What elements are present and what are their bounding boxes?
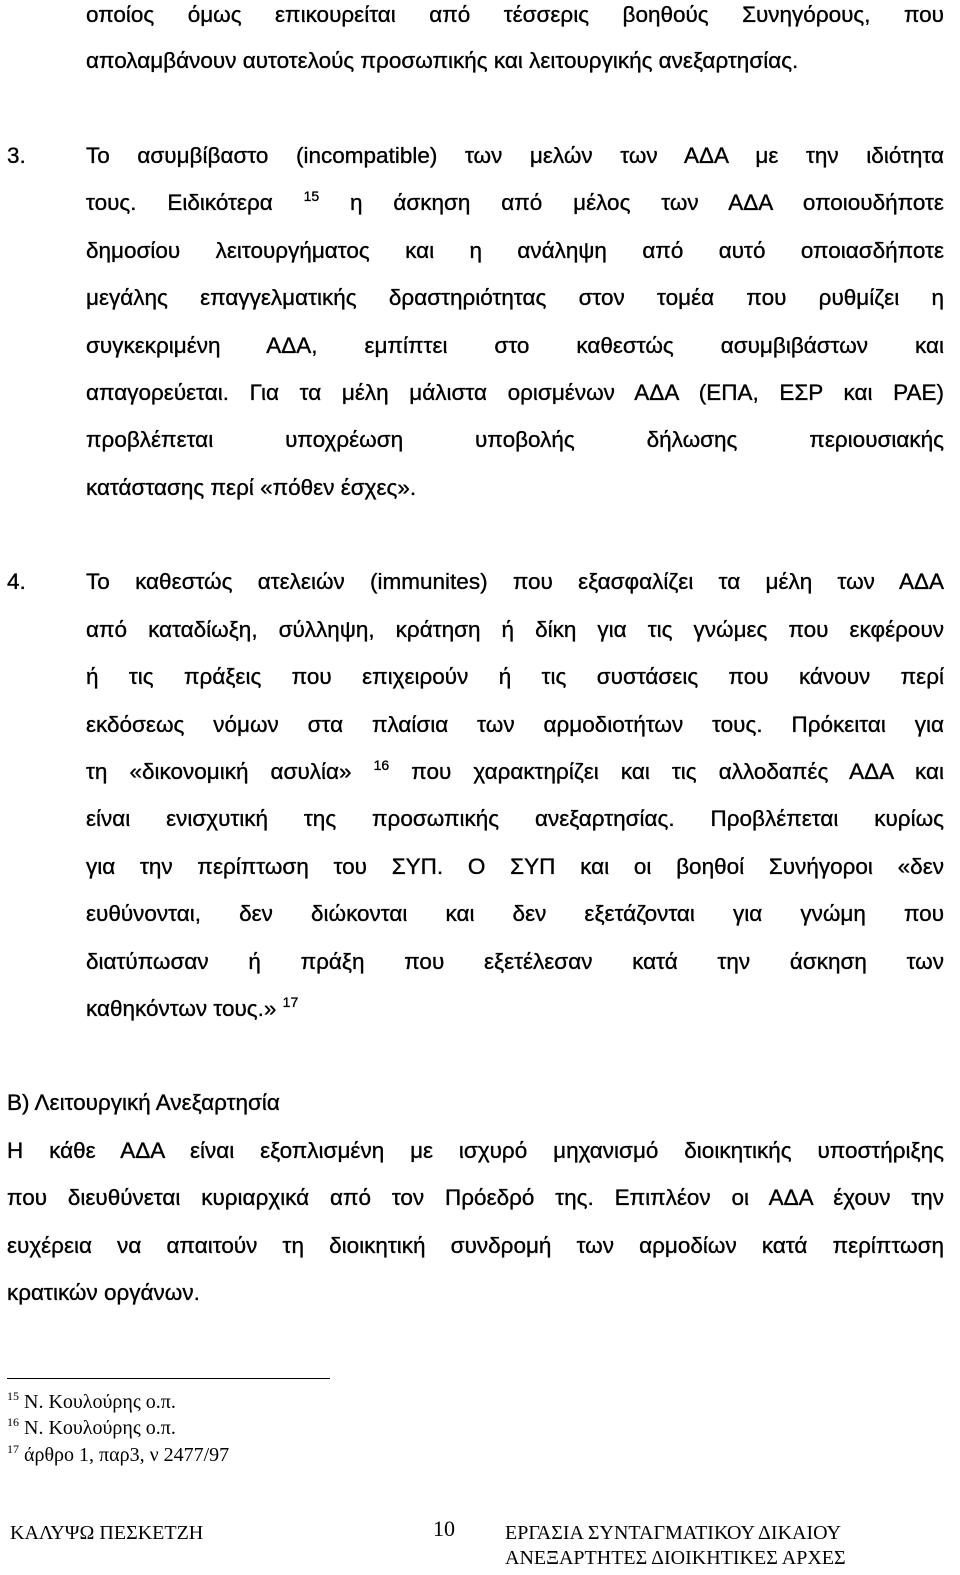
para4-line-10 <box>86 994 944 1024</box>
footnote-17 <box>7 1443 229 1467</box>
para3-line-2 <box>86 188 944 218</box>
footnote-15-text: Ν. Κουλούρης ο.π. <box>24 1391 176 1413</box>
footnote-17-number: 17 <box>7 1442 19 1456</box>
section-b-heading: Β) Λειτουργική Ανεξαρτησία <box>7 1090 280 1115</box>
section-b-line-4: κρατικών οργάνων. <box>7 1280 200 1305</box>
para3-line-8: κατάστασης περί «πόθεν έσχες». <box>86 475 417 500</box>
para3-line-3: δημοσίου λειτουργήματος και η ανάληψη από αυτό οποιασδήποτε <box>86 238 944 263</box>
footer-title-line-1: ΕΡΓΑΣΙΑ ΣΥΝΤΑΓΜΑΤΙΚΟΥ ΔΙΚΑΙΟΥ <box>505 1522 842 1544</box>
footnote-16-number: 16 <box>7 1415 19 1429</box>
para4-line-9: διατύπωσαν ή πράξη που εξετέλεσαν κατά την άσκηση των <box>86 949 944 974</box>
para4-line-7: για την περίπτωση του ΣΥΠ. Ο ΣΥΠ και οι βοηθοί Συνήγοροι «δεν <box>86 854 944 879</box>
para3-line-2-b: η άσκηση από μέλος των ΑΔΑ οποιουδήποτε <box>350 190 944 215</box>
para4-line-5-a: τη «δικονομική ασυλία» <box>86 759 352 784</box>
footnote-16 <box>7 1416 176 1440</box>
para4-line-6: είναι ενισχυτική της προσωπικής ανεξαρτησίας. Προβλέπεται κυρίως <box>86 806 944 831</box>
para4-line-5 <box>86 757 944 787</box>
footnote-ref-17: 17 <box>282 994 299 1010</box>
para4-line-1: Το καθεστώς ατελειών (immunites) που εξασφαλίζει τα μέλη των ΑΔΑ <box>86 569 944 594</box>
para3-line-2-a: τους. Ειδικότερα <box>86 190 273 215</box>
para3-line-4: μεγάλης επαγγελματικής δραστηριότητας στον τομέα που ρυθμίζει η <box>86 285 944 310</box>
para4-line-4: εκδόσεως νόμων στα πλαίσια των αρμοδιοτήτων τους. Πρόκειται για <box>86 712 944 737</box>
footnote-17-text: άρθρο 1, παρ3, ν 2477/97 <box>24 1444 230 1466</box>
para3-line-1: Το ασυμβίβαστο (incompatible) των μελών των ΑΔΑ με την ιδιότητα <box>86 143 944 168</box>
section-b-line-3: ευχέρεια να απαιτούν τη διοικητική συνδρομή των αρμοδίων κατά περίπτωση <box>7 1233 944 1258</box>
para3-number: 3. <box>7 143 26 168</box>
footer-page-number: 10 <box>433 1516 455 1541</box>
para2-line-2: απολαμβάνουν αυτοτελούς προσωπικής και λειτουργικής ανεξαρτησίας. <box>86 48 799 73</box>
para4-line-5-b: που χαρακτηρίζει και τις αλλοδαπές ΑΔΑ και <box>411 759 944 784</box>
footnote-separator <box>7 1378 330 1379</box>
para4-line-8: ευθύνονται, δεν διώκονται και δεν εξετάζονται για γνώμη που <box>86 901 944 926</box>
para4-line-10-a: καθηκόντων τους.» <box>86 996 277 1021</box>
para2-line-1: οποίος όμως επικουρείται από τέσσερις βοηθούς Συνηγόρους, που <box>86 2 944 27</box>
footnote-ref-15: 15 <box>303 188 320 204</box>
section-b-line-2: που διευθύνεται κυριαρχικά από τον Πρόεδρό της. Επιπλέον οι ΑΔΑ έχουν την <box>7 1185 944 1210</box>
para3-line-7: προβλέπεται υποχρέωση υποβολής δήλωσης περιουσιακής <box>86 427 944 452</box>
para3-line-5: συγκεκριμένη ΑΔΑ, εμπίπτει στο καθεστώς ασυμβιβάστων και <box>86 333 944 358</box>
footnote-16-text: Ν. Κουλούρης ο.π. <box>24 1417 176 1439</box>
para4-number: 4. <box>7 569 26 594</box>
footnote-15 <box>7 1390 176 1414</box>
para4-line-3: ή τις πράξεις που επιχειρούν ή τις συστάσεις που κάνουν περί <box>86 664 944 689</box>
footer-author: ΚΑΛΥΨΩ ΠΕΣΚΕΤΖΗ <box>10 1522 204 1544</box>
para3-line-6: απαγορεύεται. Για τα μέλη μάλιστα ορισμένων ΑΔΑ (ΕΠΑ, ΕΣΡ και ΡΑΕ) <box>86 380 944 405</box>
para4-line-2: από καταδίωξη, σύλληψη, κράτηση ή δίκη για τις γνώμες που εκφέρουν <box>86 617 944 642</box>
footnote-ref-16: 16 <box>373 757 390 773</box>
footer-title-line-2: ΑΝΕΞΑΡΤΗΤΕΣ ΔΙΟΙΚΗΤΙΚΕΣ ΑΡΧΕΣ <box>505 1547 846 1569</box>
footnote-15-number: 15 <box>7 1389 19 1403</box>
section-b-line-1: Η κάθε ΑΔΑ είναι εξοπλισμένη με ισχυρό μηχανισμό διοικητικής υποστήριξης <box>7 1138 944 1163</box>
